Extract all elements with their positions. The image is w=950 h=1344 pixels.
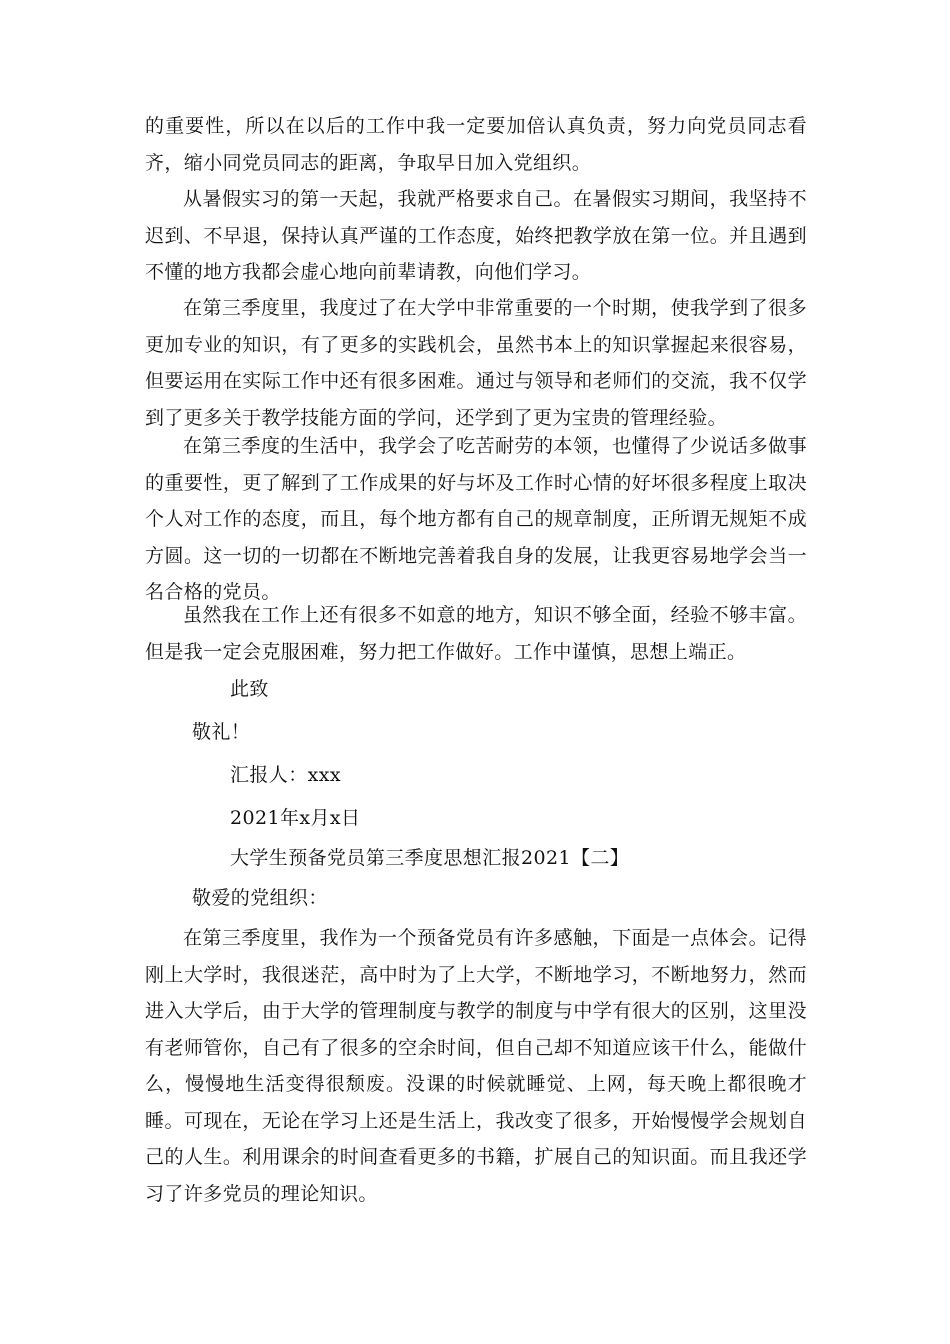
- greeting-line: 敬爱的党组织：: [192, 887, 328, 909]
- paragraph-third-quarter-life: 在第三季度的生活中，我学会了吃苦耐劳的本领，也懂得了少说话多做事的重要性，更了解到了工作成果的好与坏及工作时心情的好坏很多程度上取决个人对工作的态度，而且，每个地方都有自己的规章制度，正所谓无规矩不成方圆。这一切的一切都在不断地完善着我自身的发展，让我更容易地学会当一名合格的党员。: [145, 435, 807, 603]
- section-title: 大学生预备党员第三季度思想汇报2021【二】: [230, 847, 630, 869]
- paragraph-summer-internship: 从暑假实习的第一天起，我就严格要求自己。在暑假实习期间，我坚持不迟到、不早退，保持认真严谨的工作态度，始终把教学放在第一位。并且遇到不懂的地方我都会虚心地向前辈请教，向他们学习。: [145, 188, 807, 283]
- salute-line: 敬礼！: [192, 721, 251, 743]
- paragraph-second-report: 在第三季度里，我作为一个预备党员有许多感触，下面是一点体会。记得刚上大学时，我很迷茫，高中时为了上大学，不断地学习，不断地努力，然而进入大学后，由于大学的管理制度与教学的制度与中学有很大的区别，这里没有老师管你，自己有了很多的空余时间，但自己却不知道应该干什么，能做什么，慢慢地生活变得很颓废。没课的时候就睡觉、上网，每天晚上都很晚才睡。可现在，无论在学习上还是生活上，我改变了很多，开始慢慢学会规划自己的人生。利用课余的时间查看更多的书籍，扩展自己的知识面。而且我还学习了许多党员的理论知识。: [145, 927, 807, 1205]
- closing-line: 此致: [230, 678, 269, 700]
- reporter-line: 汇报人：xxx: [230, 764, 341, 786]
- paragraph-continuation: 的重要性，所以在以后的工作中我一定要加倍认真负责，努力向党员同志看齐，缩小同党员同志的距离，争取早日加入党组织。: [145, 115, 807, 174]
- date-line: 2021年x月x日: [230, 807, 361, 829]
- paragraph-shortcomings: 虽然我在工作上还有很多不如意的地方，知识不够全面，经验不够丰富。但是我一定会克服困难，努力把工作做好。工作中谨慎，思想上端正。: [145, 604, 807, 663]
- paragraph-third-quarter-study: 在第三季度里，我度过了在大学中非常重要的一个时期，使我学到了很多更加专业的知识，有了更多的实践机会，虽然书本上的知识掌握起来很容易，但要运用在实际工作中还有很多困难。通过与领导和老师们的交流，我不仅学到了更多关于教学技能方面的学问，还学到了更为宝贵的管理经验。: [145, 297, 807, 429]
